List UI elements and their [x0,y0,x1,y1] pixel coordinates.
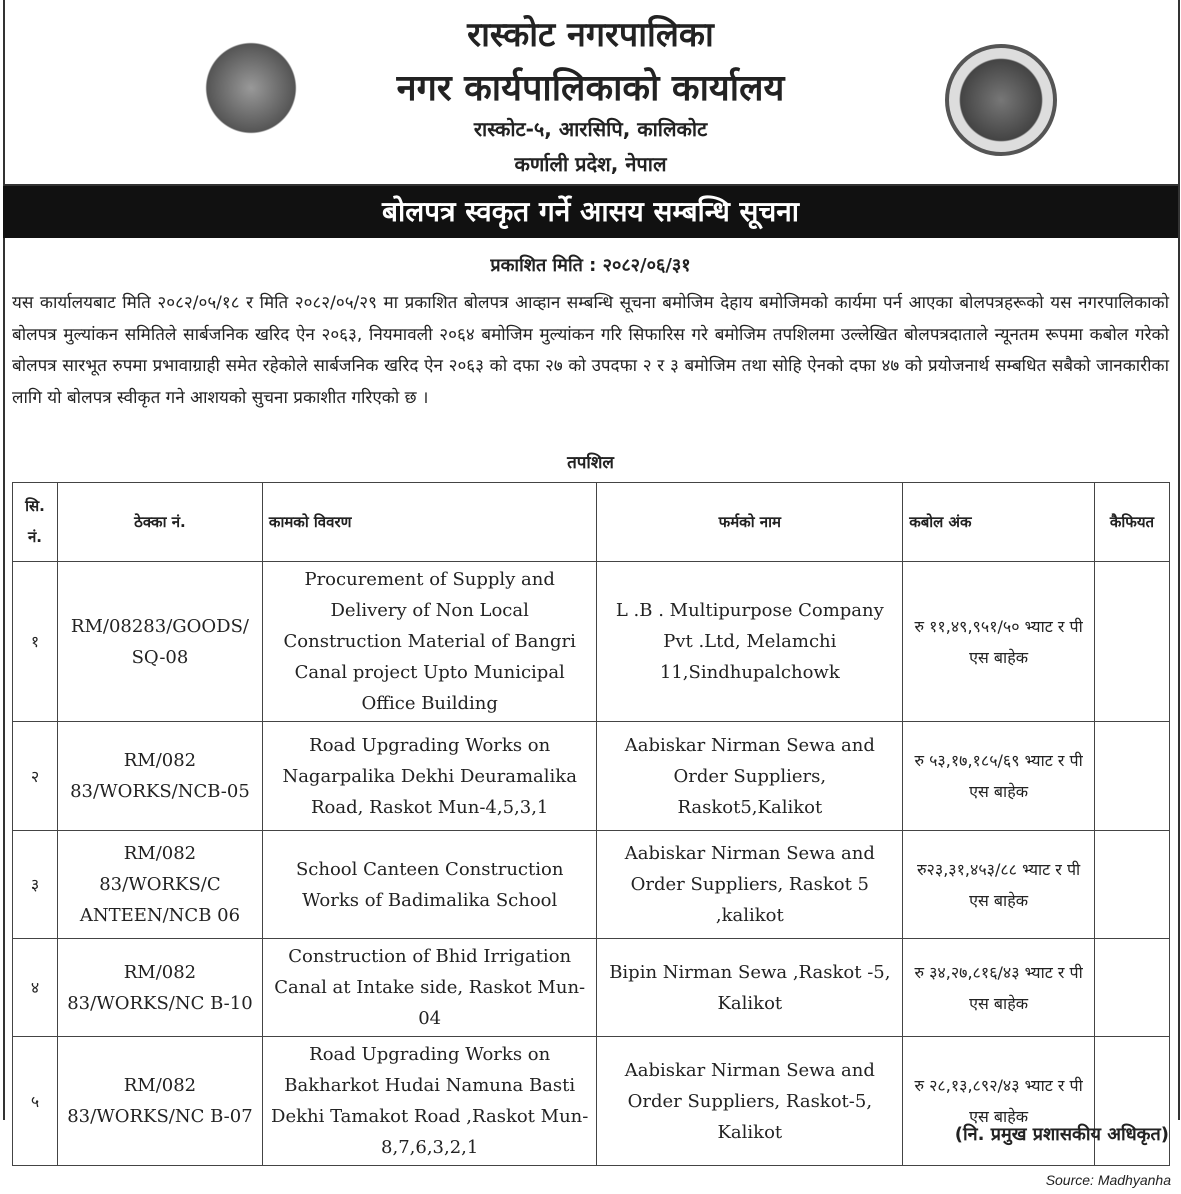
cell-contract: RM/082 83/WORKS/C ANTEEN/NCB 06 [57,831,262,939]
cell-firm: Bipin Nirman Sewa ,Raskot -5, Kalikot [597,939,903,1037]
cell-sn: ४ [13,939,58,1037]
cell-firm: Aabiskar Nirman Sewa and Order Suppliers, Raskot-5, Kalikot [597,1037,903,1166]
col-sn: सि. नं. [13,483,58,562]
col-contract: ठेक्का नं. [57,483,262,562]
table-row [13,562,1170,722]
source-credit: Source: Madhyanha [1045,1172,1171,1188]
table-row [13,722,1170,831]
table-row [13,939,1170,1037]
cell-contract: RM/082 83/WORKS/NC B-07 [57,1037,262,1166]
col-firm: फर्मको नाम [597,483,903,562]
table-row [13,831,1170,939]
cell-sn: ३ [13,831,58,939]
cell-sn: २ [13,722,58,831]
col-remarks: कैफियत [1095,483,1170,562]
table-row [13,1037,1170,1166]
cell-work: School Canteen Construction Works of Badimalika School [262,831,597,939]
cell-contract: RM/082 83/WORKS/NCB-05 [57,722,262,831]
notice-body: यस कार्यालयबाट मिति २०८२/०५/१८ र मिति २०८२/०५/२९ मा प्रकाशित बोलपत्र आव्हान सम्बन्धि सूचना बमोजिम देहाय बमोजिमको कार्यमा पर्न आएका बोलपत्रहरूको यस नगरपालिकाको बोलपत्र मुल्यांकन समितिले सार्बजनिक खरिद ऐन २०६३, नियमावली २०६४ बमोजिम मुल्यांकन गरि सिफारिस गरे बमोजिम तपशिलमा उल्लेखित बोलपत्रदाताले न्यूनतम रूपमा कबोल गरेको बोलपत्र सारभूत रुपमा प्रभावाग्राही समेत रहेकोले सार्बजनिक खरिद ऐन २०६३ को दफा २७ को उपदफा २ र ३ बमोजिम तथा सोहि ऐनको दफा ४७ को प्रयोजनार्थ सम्बधित सबैको जानकारीका लागि यो बोलपत्र स्वीकृत गने आशयको सुचना प्रकाशीत गरिएको छ । [12,293,1169,408]
office-address: रास्कोट-५, आरसिपि, कालिकोट [473,117,708,141]
office-name: नगर कार्यपालिकाको कार्यालय [396,68,785,109]
cell-bid: रु २८,१३,८९२/४३ भ्याट र पी एस बाहेक [903,1037,1095,1166]
province: कर्णाली प्रदेश, नेपाल [514,152,667,176]
cell-sn: १ [13,562,58,722]
cell-bid: रु ३४,२७,८१६/४३ भ्याट र पी एस बाहेक [903,939,1095,1037]
cell-work: Construction of Bhid Irrigation Canal at Intake side, Raskot Mun-04 [262,939,597,1037]
cell-firm: L .B . Multipurpose Company Pvt .Ltd, Melamchi 11,Sindhupalchowk [597,562,903,722]
cell-work: Procurement of Supply and Delivery of Non Local Construction Material of Bangri Canal project Upto Municipal Office Building [262,562,597,722]
cell-contract: RM/082 83/WORKS/NC B-10 [57,939,262,1037]
schedule-label: तपशिल [567,453,614,473]
cell-remarks [1095,831,1170,939]
cell-remarks [1095,722,1170,831]
cell-firm: Aabiskar Nirman Sewa and Order Suppliers, Raskot5,Kalikot [597,722,903,831]
published-date: प्रकाशित मिति : २०८२/०६/३१ [490,255,691,276]
col-bid: कबोल अंक [903,483,1095,562]
cell-bid: रु ५३,१७,१८५/६९ भ्याट र पी एस बाहेक [903,722,1095,831]
cell-contract: RM/08283/GOODS/ SQ-08 [57,562,262,722]
col-work: कामको विवरण [262,483,597,562]
cell-remarks [1095,562,1170,722]
bid-table [12,482,1170,1166]
municipality-name: रास्कोट नगरपालिका [467,15,714,55]
signatory: (नि. प्रमुख प्रशासकीय अधिकृत) [954,1124,1169,1145]
cell-bid: रु ११,४९,९५१/५० भ्याट र पी एस बाहेक [903,562,1095,722]
cell-work: Road Upgrading Works on Bakharkot Hudai Namuna Basti Dekhi Tamakot Road ,Raskot Mun-8,7,6,3,2,1 [262,1037,597,1166]
cell-bid: रु२३,३१,४५३/८८ भ्याट र पी एस बाहेक [903,831,1095,939]
cell-sn: ५ [13,1037,58,1166]
cell-remarks [1095,939,1170,1037]
letterhead [3,0,1178,186]
table-header-row [13,483,1170,562]
notice-title: बोलपत्र स्वकृत गर्ने आसय सम्बन्धि सूचना [3,186,1178,238]
cell-firm: Aabiskar Nirman Sewa and Order Suppliers, Raskot 5 ,kalikot [597,831,903,939]
cell-work: Road Upgrading Works on Nagarpalika Dekhi Deuramalika Road, Raskot Mun-4,5,3,1 [262,722,597,831]
cell-remarks [1095,1037,1170,1166]
